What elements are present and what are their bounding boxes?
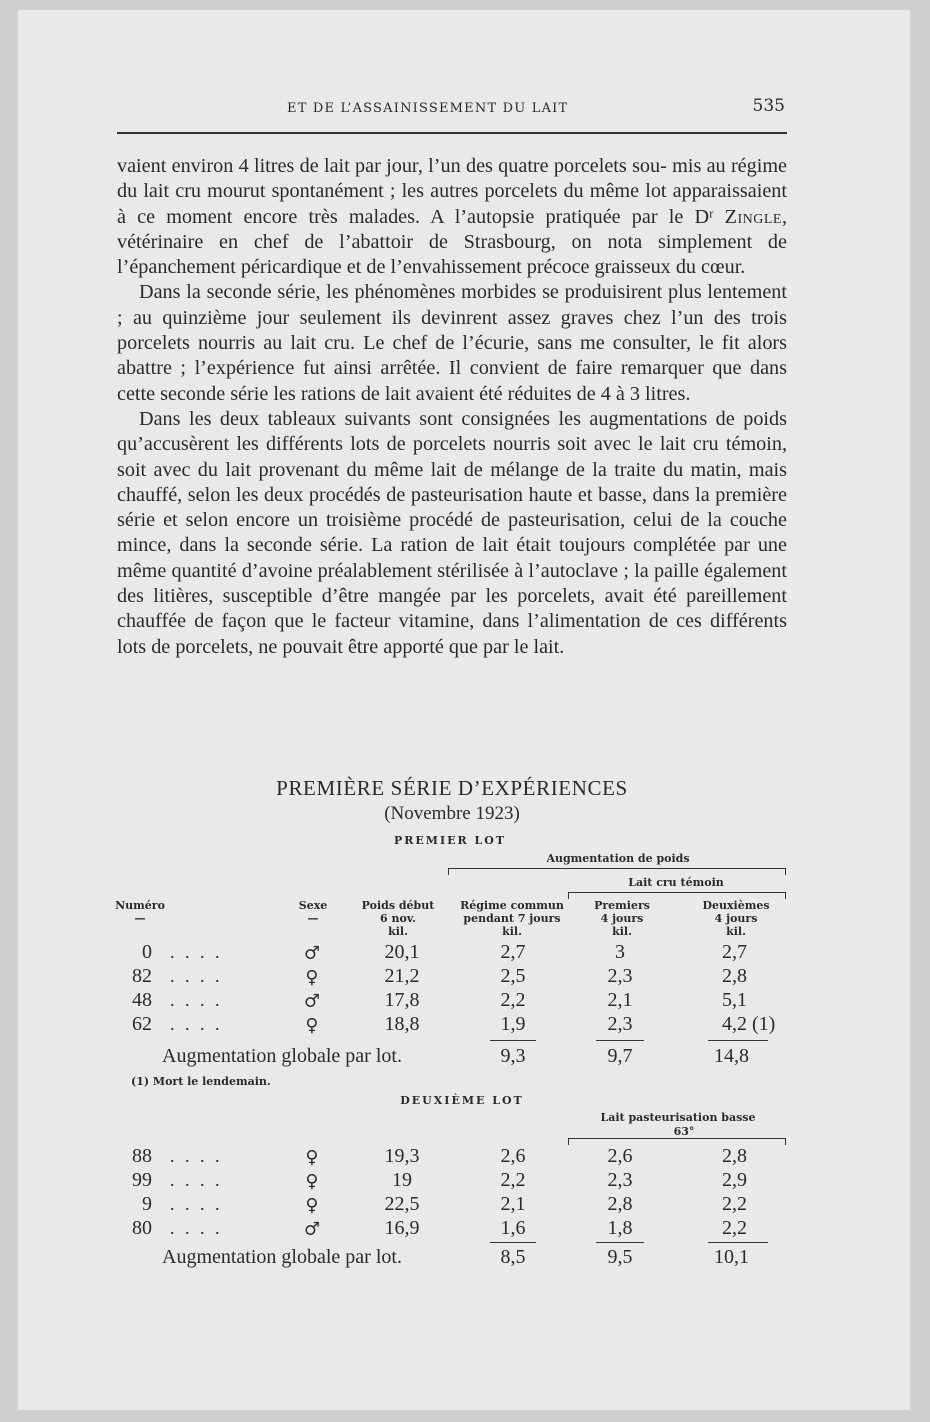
page-number: 535: [752, 96, 785, 116]
leader-dots: . . . .: [170, 990, 223, 1010]
col-header-deuxiemes: Deuxièmes 4 jours kil.: [702, 899, 770, 938]
cell-premiers: 2,3: [607, 1013, 633, 1035]
cell-regime: 2,2: [500, 989, 526, 1011]
cell-deuxiemes: 2,8: [722, 1145, 747, 1167]
cell-deuxiemes: 2,7: [722, 941, 747, 963]
female-symbol-icon: ♀: [305, 1195, 319, 1216]
cell-poids: 21,2: [384, 965, 420, 987]
cell-deuxiemes: 4,2 (1): [722, 1013, 776, 1035]
cell-numero: 9: [142, 1193, 152, 1215]
subgroup-header-brace: [568, 1138, 786, 1145]
total-regime: 9,3: [500, 1045, 526, 1067]
group-header-augmentation: Augmentation de poids: [546, 852, 690, 865]
leader-dots: . . . .: [170, 1194, 223, 1214]
male-symbol-icon: ♂: [303, 991, 321, 1012]
cell-regime: 1,9: [500, 1013, 526, 1035]
cell-numero: 99: [132, 1169, 152, 1191]
cell-premiers: 2,3: [607, 965, 633, 987]
cell-regime: 2,5: [500, 965, 526, 987]
cell-deuxiemes: 2,2: [722, 1193, 747, 1215]
footnote: (1) Mort le lendemain.: [131, 1075, 271, 1088]
cell-premiers: 2,1: [607, 989, 633, 1011]
cell-poids: 18,8: [384, 1013, 420, 1035]
leader-dots: . . . .: [170, 966, 223, 986]
sum-rule: [596, 1242, 644, 1243]
cell-deuxiemes: 2,9: [722, 1169, 747, 1191]
running-header: [117, 92, 787, 134]
cell-premiers: 2,3: [607, 1169, 633, 1191]
cell-regime: 2,6: [500, 1145, 526, 1167]
lot1-label: PREMIER LOT: [394, 834, 506, 847]
section-title: PREMIÈRE SÉRIE D’EXPÉRIENCES: [276, 776, 628, 800]
total-deuxiemes: 14,8: [714, 1045, 749, 1067]
cell-premiers: 2,8: [607, 1193, 633, 1215]
male-symbol-icon: ♂: [303, 943, 321, 964]
cell-poids: 19: [392, 1169, 412, 1191]
leader-dots: . . . .: [170, 1170, 223, 1190]
cell-numero: 82: [132, 965, 152, 987]
cell-poids: 17,8: [384, 989, 420, 1011]
col-header-numero: Numéro —: [115, 899, 165, 925]
paragraph-1-text-b: , vétérinaire en chef de l’abattoir de Strasbourg, on nota simplement de l’épanchement péricardique et de l’envahissement précoce graisseux du cœur.: [117, 205, 787, 279]
group-header-brace: [448, 868, 786, 875]
male-symbol-icon: ♂: [303, 1219, 321, 1240]
sum-rule: [490, 1040, 536, 1041]
female-symbol-icon: ♀: [305, 1171, 319, 1192]
cell-poids: 20,1: [384, 941, 420, 963]
cell-premiers: 2,6: [607, 1145, 633, 1167]
leader-dots: . . . .: [170, 1218, 223, 1238]
subgroup-header-pasteurisation: Lait pasteurisation basse: [600, 1111, 756, 1124]
cell-poids: 19,3: [384, 1145, 420, 1167]
subgroup-header-lait-cru: Lait cru témoin: [628, 876, 724, 889]
total-deuxiemes: 10,1: [714, 1246, 749, 1268]
total-regime: 8,5: [500, 1246, 526, 1268]
cell-regime: 2,2: [500, 1169, 526, 1191]
total-premiers: 9,5: [607, 1246, 633, 1268]
cell-regime: 2,7: [500, 941, 526, 963]
sum-rule: [490, 1242, 536, 1243]
cell-deuxiemes: 2,2: [722, 1217, 747, 1239]
cell-numero: 0: [142, 941, 152, 963]
col-header-poids: Poids début 6 nov. kil.: [361, 899, 435, 938]
subgroup-header-temperature: 63°: [673, 1125, 695, 1138]
cell-regime: 2,1: [500, 1193, 526, 1215]
total-premiers: 9,7: [607, 1045, 633, 1067]
cell-deuxiemes: 5,1: [722, 989, 747, 1011]
cell-numero: 62: [132, 1013, 152, 1035]
col-header-regime: Régime commun pendant 7 jours kil.: [460, 899, 564, 938]
cell-poids: 22,5: [384, 1193, 420, 1215]
paragraph-1: [117, 154, 787, 280]
cell-numero: 48: [132, 989, 152, 1011]
cell-regime: 1,6: [500, 1217, 526, 1239]
col-header-sexe: Sexe —: [298, 899, 328, 925]
female-symbol-icon: ♀: [305, 967, 319, 988]
total-label: Augmentation globale par lot.: [162, 1246, 402, 1268]
cell-deuxiemes: 2,8: [722, 965, 747, 987]
female-symbol-icon: ♀: [305, 1147, 319, 1168]
sum-rule: [596, 1040, 644, 1041]
paragraph-1-text-a: mis au régime du lait cru mourut spontanément ; les autres porcelets du même lot apparaissaient à ce moment encore très malades. A l’autopsie pratiquée par le Dʳ: [117, 155, 787, 228]
leader-dots: . . . .: [170, 1146, 223, 1166]
cell-numero: 80: [132, 1217, 152, 1239]
cell-poids: 16,9: [384, 1217, 420, 1239]
subgroup-header-brace: [568, 892, 786, 899]
cell-numero: 88: [132, 1145, 152, 1167]
cell-premiers: 1,8: [607, 1217, 633, 1239]
section-subtitle: (Novembre 1923): [384, 803, 520, 824]
leader-dots: . . . .: [170, 942, 223, 962]
author-name: Zingle: [724, 205, 782, 228]
body-text: [117, 154, 787, 660]
cell-premiers: 3: [615, 941, 625, 963]
paragraph-3: Dans les deux tableaux suivants sont consignées les augmentations de poids qu’accusèrent les différents lots de porcelets nourris soit avec le lait cru témoin, soit avec du lait provenant du même lait de mélange de la traite du matin, mais chauffé, selon les deux procédés de pasteurisation haute et basse, dans la première série et selon encore un troisième procédé de pasteurisation, celui de la couche mince, dans la seconde série. La ration de lait était toujours complétée par une même quantité d’avoine préalablement stérilisée à l’autoclave ; la paille également des litières, susceptible d’être mangée par les porcelets, avait été pareillement chauffée de façon que le facteur vitamine, dans l’alimentation de ces différents lots de porcelets, ne pouvait être apporté que par le lait.: [117, 407, 787, 658]
lot2-label: DEUXIÈME LOT: [400, 1094, 524, 1107]
sum-rule: [708, 1242, 768, 1243]
total-label: Augmentation globale par lot.: [162, 1045, 402, 1067]
col-header-premiers: Premiers 4 jours kil.: [594, 899, 650, 938]
sum-rule: [708, 1040, 768, 1041]
running-title: ET DE L’ASSAINISSEMENT DU LAIT: [287, 101, 569, 116]
paragraph-1-line-1: vaient environ 4 litres de lait par jour, l’un des quatre porcelets sou-: [117, 155, 667, 177]
paragraph-2: Dans la seconde série, les phénomènes morbides se produisirent plus lentement ; au quinzième jour seulement ils devinrent assez graves chez l’un des trois porcelets nourris au lait cru. Le chef de l’écurie, sans me consulter, le fit alors abattre ; l’expérience fut ainsi arrêtée. Il convient de faire remarquer que dans cette seconde série les rations de lait avaient été réduites de 4 à 3 litres.: [117, 281, 787, 405]
leader-dots: . . . .: [170, 1014, 223, 1034]
female-symbol-icon: ♀: [305, 1015, 319, 1036]
